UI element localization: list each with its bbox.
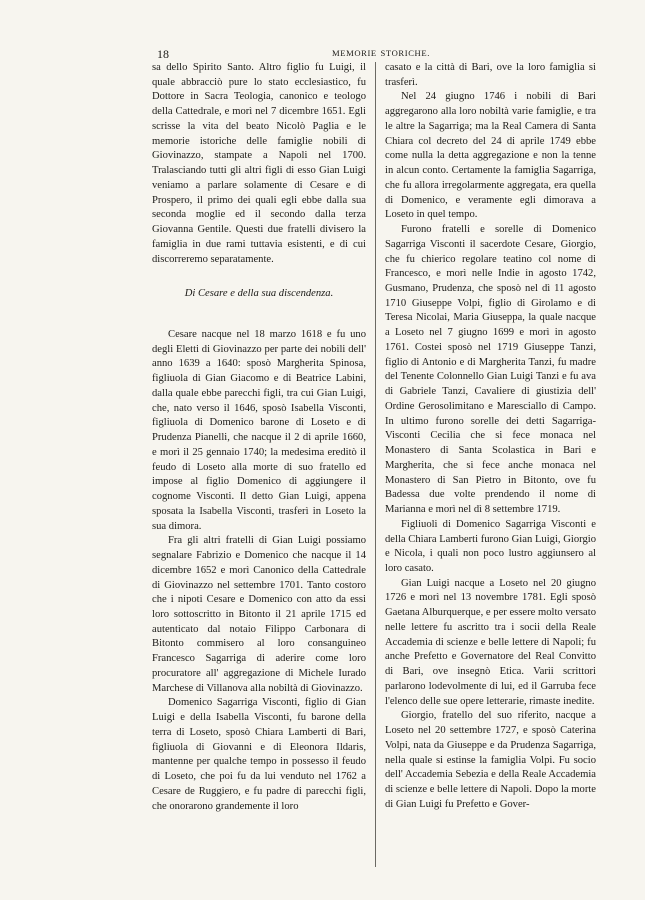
paragraph: Domenico Sagarriga Visconti, figlio di Gian Luigi e della Isabella Visconti, fu barone della terra di Loseto, sposò Chiara Lamberti di Bari, figliuola di Giovanni e di Eleonora Ildaris, mantenne per qualche tempo in possesso il feudo di Loseto, che poi fu da lui venduto nel 1762 a Cesare de Ruggiero, e fu padre di parecchi figli, che onorarono grandemente il loro: [152, 697, 366, 812]
paragraph: sa dello Spirito Santo. Altro figlio fu Luigi, il quale abbracciò pure lo stato ecclesiastico, fu Dottore in Sacra Teologia, canonico e teologo della Cattedrale, e morì nel 7 dicembre 1651. Egli scrisse la vita del beato Nicolò Paglia e le memorie istoriche delle famiglie nobili di Giovinazzo, stampate a Napoli nel 1700. Tralasciando tutti gli altri figli di esso Gian Luigi veniamo a parlare solamente di Cesare e di Prospero, il primo dei quali egli ebbe dalla sua seconda moglie ed il secondo dalla terza Giovanna Gentile. Questi due fratelli divisero la famiglia in due rami tuttavia esistenti, e di cui discorreremo separatamente.: [152, 62, 366, 265]
paragraph: Fra gli altri fratelli di Gian Luigi possiamo segnalare Fabrizio e Domenico che nacque il 14 dicembre 1652 e morì Canonico della Cattedrale di Giovinazzo nel settembre 1701. Tanto costoro che i nipoti Cesare e Domenico con atto da essi loro sottoscritto in Bitonto il 21 aprile 1715 ed autenticato dal notaio Filippo Carbonara di Bitonto commisero al loro consanguineo Francesco Sagarriga di aderire come loro procuratore all' aggregazione di Michele Iurado Marchese di Villanova alla nobiltà di Giovinazzo.: [152, 535, 366, 694]
left-column: [152, 61, 366, 814]
section-title: Di Cesare e della sua discendenza.: [184, 288, 334, 300]
running-title: MEMORIE STORICHE.: [332, 48, 430, 58]
page-number: 18: [157, 47, 169, 61]
page-header: [157, 47, 500, 61]
paragraph: casato e la città di Bari, ove la loro famiglia si trasferì.: [385, 62, 596, 88]
paragraph: Nel 24 giugno 1746 i nobili di Bari aggregarono alla loro nobiltà varie famiglie, e tra le altre la Sagarriga; ma la Real Camera di Santa Chiara col decreto del 24 di aprile 1749 ebbe come nulla la detta aggregazione e non la tenne in alcun conto. Certamente la famiglia Sagarriga, che fu allora irregolarmente aggregata, era quella di Domenico, e veramente egli dimorava a Loseto in quel tempo.: [385, 91, 596, 221]
right-column: [385, 61, 596, 812]
column-divider: [375, 62, 376, 867]
paragraph: Cesare nacque nel 18 marzo 1618 e fu uno degli Eletti di Giovinazzo per parte dei nobili dell' anno 1639 a 1640: sposò Margherita Spinosa, figliuola di Gian Giacomo e di Beatrice Labini, dalla quale ebbe parecchi figli, tra cui Gian Luigi, che, nato verso il 1646, sposò Isabella Visconti, figliuola di Domenico barone di Loseto e di Prudenza Pianelli, che nacque il 2 di aprile 1660, e morì il 25 gennaio 1740; la medesima ereditò il feudo di Loseto alla morte di suo fratello ed impose al figlio Domenico di aggiungere il cognome Visconti. Il detto Gian Luigi, appena sposata la Isabella Visconti, trasferì in Loseto la sua dimora.: [152, 329, 366, 532]
paragraph: Figliuoli di Domenico Sagarriga Visconti e della Chiara Lamberti furono Gian Luigi, Giorgio e Nicola, i quali non poco lustro aggiunsero al loro casato.: [385, 518, 596, 574]
paragraph: Furono fratelli e sorelle di Domenico Sagarriga Visconti il sacerdote Cesare, Giorgio, che fu chierico regolare teatino col nome di Francesco, e morì nelle Indie in agosto 1742, Gusmano, Prudenza, che sposò nel dì 11 agosto 1710 Giuseppe Volpi, figlio di Girolamo e di Teresa Nicolai, Maria Giuseppa, la quale nacque a Loseto nel 7 giugno 1699 e morì in agosto 1761. Costei sposò nel 1719 Giuseppe Tanzi, figlio di Antonio e di Margherita Tanzi, fu madre del Tenente Colonnello Gian Luigi Tanzi e fu ava di Gabriele Tanzi, Cavaliere di giustizia dell' Ordine Gerosolimitano e Maresciallo di Campo. In ultimo furono sorelle dei detti Sagarriga-Visconti Cecilia che si fece monaca nel Monastero di Santa Scolastica in Bari e Margherita, che si fece anche monaca nel Monastero di San Pietro in Bitonto, ove fu Badessa due volte prendendo il nome di Marianna e morì nel dì 8 settembre 1719.: [385, 224, 596, 516]
paragraph: Giorgio, fratello del suo riferito, nacque a Loseto nel 20 settembre 1727, e sposò Caterina Volpi, nata da Giuseppe e da Prudenza Sagarriga, nella quale si estinse la famiglia Volpi. Fu socio dell' Accademia Sebezia e della Reale Accademia di scienze e belle lettere di Napoli. Dopo la morte di Gian Luigi fu Prefetto e Gover-: [385, 710, 596, 810]
paragraph: Gian Luigi nacque a Loseto nel 20 giugno 1726 e morì nel 13 novembre 1781. Egli sposò Gaetana Alburquerque, e per essere molto versato nelle lettere fu ascritto tra i socii della Reale Accademia di scienze e belle lettere di Napoli; fu anche Prefetto e Governatore del Real Convitto di Bari, ove insegnò Etica. Varii scrittori parlarono lodevolmente di lui, ed il Garruba fece l'elenco delle sue opere letterarie, rimaste inedite.: [385, 577, 596, 707]
